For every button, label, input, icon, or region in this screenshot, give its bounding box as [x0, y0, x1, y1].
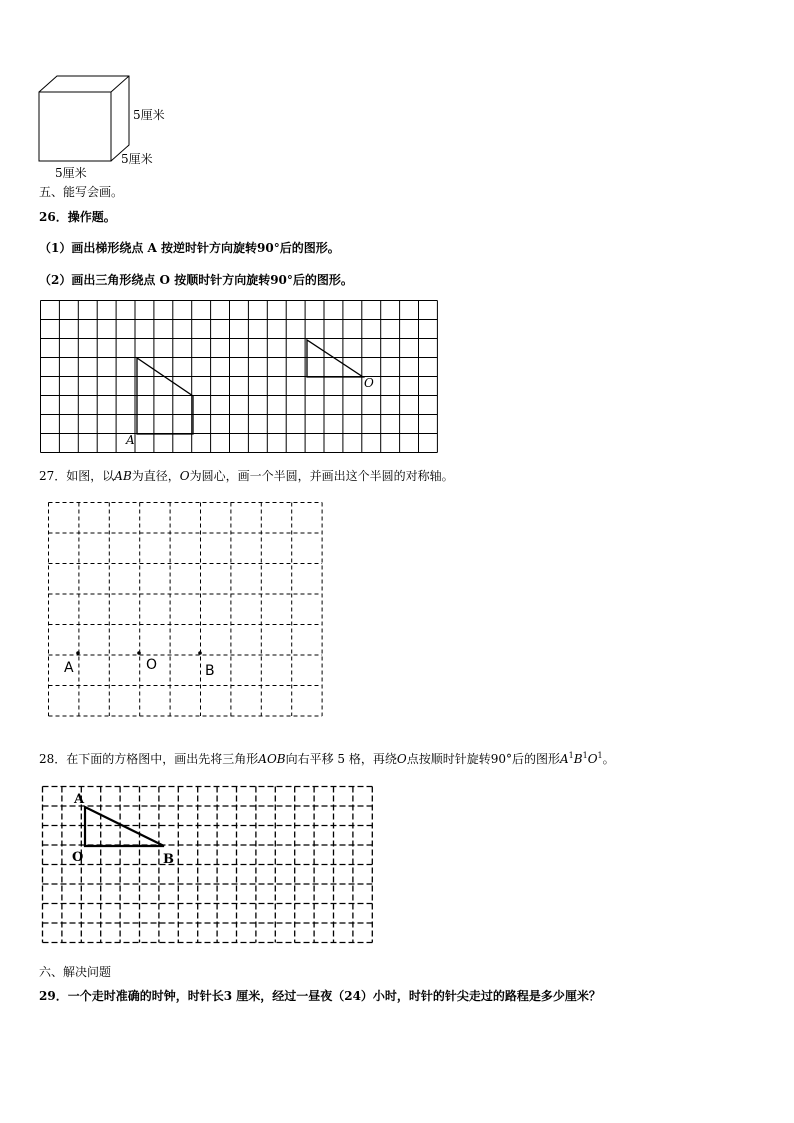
q27-point-B	[198, 651, 202, 655]
q26-part2-point: O	[159, 273, 170, 287]
q28-mid2: 点按顺时针旋转90°后的图形	[406, 752, 560, 766]
q28-res-O: O	[587, 752, 598, 766]
cube-depth-label: 5厘米	[121, 152, 153, 166]
q28-label-A: A	[74, 792, 85, 807]
section6-title: 六、解决问题	[39, 965, 112, 979]
q28-sup2: 1	[582, 751, 588, 760]
q27-center: O	[179, 469, 190, 483]
q27-prefix: 27．如图，以	[39, 469, 115, 483]
q26-part1-point: A	[147, 241, 157, 255]
q27-mid1: 为直径，	[131, 469, 180, 483]
q27-point-A	[76, 651, 80, 655]
q28-sup3: 1	[597, 751, 603, 760]
q27-seg: AB	[114, 469, 132, 483]
q28-text	[39, 750, 615, 767]
q26-part2	[39, 271, 353, 288]
section5-title: 五、能写会画。	[39, 185, 124, 199]
q28-res-B: B	[573, 752, 583, 766]
q28-tri: AOB	[258, 752, 286, 766]
q28-sup1: 1	[568, 751, 574, 760]
q28-triangle	[85, 807, 164, 846]
q28-label-O: O	[72, 850, 84, 865]
q28-prefix: 28．在下面的方格图中，画出先将三角形	[39, 752, 259, 766]
q27-text	[39, 467, 454, 484]
q29-text: 29．一个走时准确的时钟，时针长3 厘米，经过一昼夜（24）小时，时针的针尖走过的路程是多少厘米？	[39, 989, 601, 1003]
q26-part1	[39, 239, 340, 256]
q27-label-O: O	[146, 657, 158, 673]
q26-triangle	[307, 340, 363, 377]
q26-part1-prefix: （1）画出梯形绕点	[39, 241, 144, 255]
q26-part2-suffix: 按顺时针方向旋转90°后的图形。	[174, 273, 353, 287]
q28-end: 。	[602, 752, 615, 766]
q28-label-B: B	[163, 852, 174, 867]
q26-part2-prefix: （2）画出三角形绕点	[39, 273, 156, 287]
q28-center: O	[396, 752, 407, 766]
q26-label-O: O	[364, 376, 374, 390]
q27-grid	[48, 502, 328, 722]
cube-height-label: 5厘米	[133, 108, 165, 122]
q26-title: 26．操作题。	[39, 210, 116, 224]
q27-label-B: B	[205, 663, 215, 679]
q26-label-A: A	[126, 433, 135, 447]
q27-label-A: A	[64, 660, 74, 676]
cube-width-label: 5厘米	[55, 166, 87, 180]
q26-part1-suffix: 按逆时针方向旋转90°后的图形。	[161, 241, 340, 255]
q26-grid	[40, 300, 440, 454]
q28-res-A: A	[560, 752, 569, 766]
q28-mid1: 向右平移 5 格，再绕	[285, 752, 397, 766]
q28-grid	[42, 786, 387, 951]
q27-point-O	[137, 651, 141, 655]
q27-mid2: 为圆心，画一个半圆，并画出这个半圆的对称轴。	[189, 469, 454, 483]
